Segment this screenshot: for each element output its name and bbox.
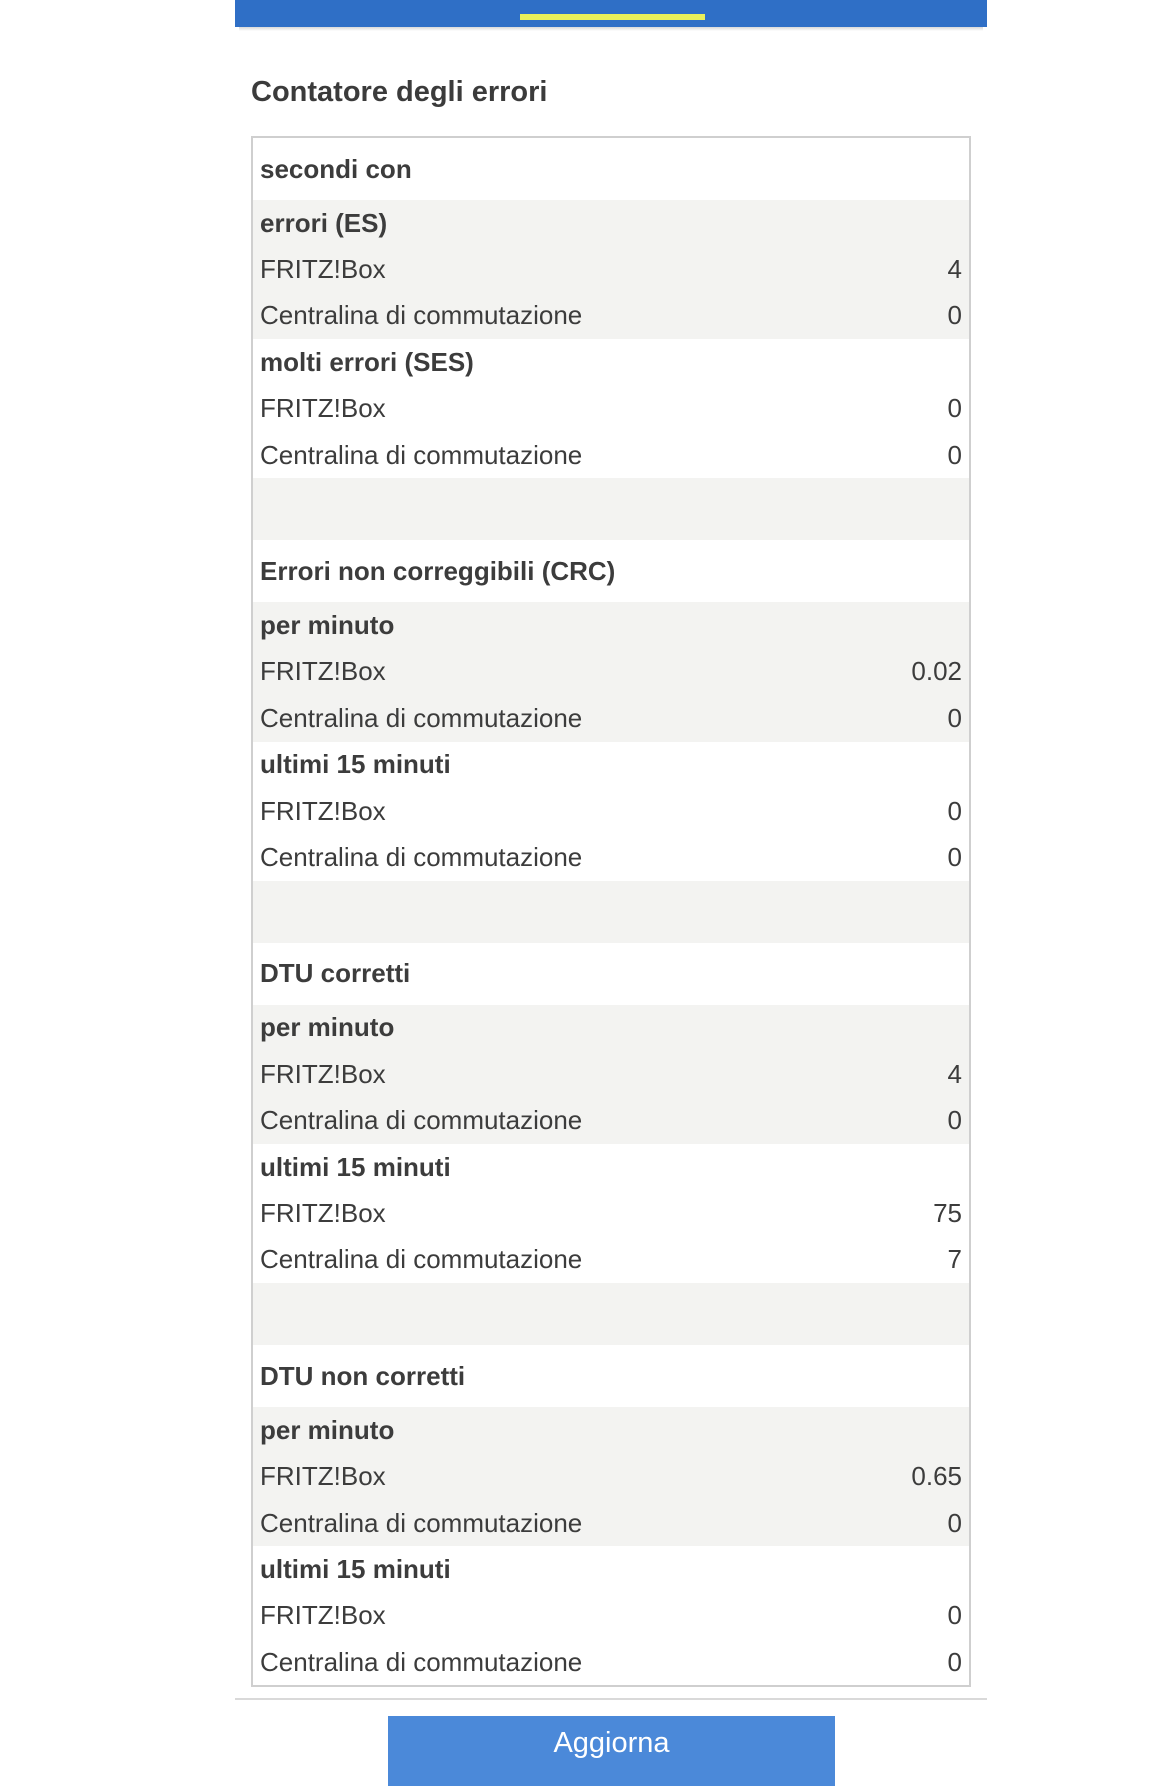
row-value: 0 <box>947 300 962 331</box>
page <box>235 0 987 1770</box>
table-row <box>253 432 969 478</box>
table-row <box>253 695 969 741</box>
row-label: FRITZ!Box <box>260 1058 386 1089</box>
table-row <box>253 788 969 834</box>
row-value: 0 <box>947 1507 962 1538</box>
top-navigation-bar[interactable] <box>235 0 987 27</box>
spacer-row <box>253 881 969 943</box>
group-title-label: ultimi 15 minuti <box>260 749 451 780</box>
top-bar-shadow <box>239 27 983 31</box>
table-row <box>253 1237 969 1283</box>
group-title-ses <box>253 339 969 385</box>
row-label: Centralina di commutazione <box>260 702 583 733</box>
row-label: Centralina di commutazione <box>260 1105 583 1136</box>
section-header-label: DTU corretti <box>260 958 411 989</box>
row-value: 0 <box>947 1105 962 1136</box>
group-title-label: ultimi 15 minuti <box>260 1553 451 1584</box>
error-counter-table <box>251 136 971 1687</box>
table-row <box>253 1500 969 1546</box>
table-row <box>253 649 969 695</box>
group-title-label: per minuto <box>260 1414 395 1445</box>
table-row <box>253 1051 969 1097</box>
row-label: Centralina di commutazione <box>260 300 583 331</box>
table-row <box>253 1639 969 1685</box>
row-value: 0.65 <box>911 1461 962 1492</box>
refresh-button[interactable]: Aggiorna <box>388 1716 835 1786</box>
row-label: Centralina di commutazione <box>260 439 583 470</box>
table-row <box>253 834 969 880</box>
table-row <box>253 293 969 339</box>
table-row <box>253 246 969 292</box>
group-title-dtu-corrected-per-minute <box>253 1005 969 1051</box>
row-label: FRITZ!Box <box>260 795 386 826</box>
row-value: 0 <box>947 439 962 470</box>
active-tab-indicator <box>520 14 705 20</box>
table-header-label: secondi con <box>260 153 412 184</box>
table-header-seconds-with <box>253 138 969 200</box>
row-label: FRITZ!Box <box>260 1461 386 1492</box>
group-title-crc-per-minute <box>253 602 969 648</box>
row-value: 4 <box>947 254 962 285</box>
table-row <box>253 386 969 432</box>
section-title: Contatore degli errori <box>251 76 548 108</box>
bottom-divider <box>235 1698 987 1700</box>
row-value: 0.02 <box>911 656 962 687</box>
row-value: 0 <box>947 702 962 733</box>
row-label: FRITZ!Box <box>260 1600 386 1631</box>
group-title-es <box>253 200 969 246</box>
group-title-label: per minuto <box>260 610 395 641</box>
row-value: 0 <box>947 393 962 424</box>
group-title-label: per minuto <box>260 1012 395 1043</box>
row-label: FRITZ!Box <box>260 1197 386 1228</box>
spacer-row <box>253 478 969 540</box>
row-label: Centralina di commutazione <box>260 1244 583 1275</box>
row-value: 7 <box>947 1244 962 1275</box>
row-value: 0 <box>947 1646 962 1677</box>
row-label: FRITZ!Box <box>260 656 386 687</box>
group-title-dtu-uncorrected-per-minute <box>253 1407 969 1453</box>
table-row <box>253 1190 969 1236</box>
table-row <box>253 1453 969 1499</box>
section-header-label: Errori non correggibili (CRC) <box>260 555 616 586</box>
group-title-dtu-uncorrected-last-15-minutes <box>253 1546 969 1592</box>
row-value: 0 <box>947 841 962 872</box>
row-value: 0 <box>947 795 962 826</box>
row-label: FRITZ!Box <box>260 254 386 285</box>
row-value: 75 <box>933 1197 962 1228</box>
row-label: Centralina di commutazione <box>260 1507 583 1538</box>
group-title-label: molti errori (SES) <box>260 346 474 377</box>
row-label: FRITZ!Box <box>260 393 386 424</box>
spacer-row <box>253 1283 969 1345</box>
row-label: Centralina di commutazione <box>260 841 583 872</box>
row-value: 4 <box>947 1058 962 1089</box>
row-value: 0 <box>947 1600 962 1631</box>
group-title-label: ultimi 15 minuti <box>260 1151 451 1182</box>
section-header-crc <box>253 540 969 602</box>
section-header-label: DTU non corretti <box>260 1360 466 1391</box>
section-header-dtu-uncorrected <box>253 1345 969 1407</box>
table-row <box>253 1593 969 1639</box>
group-title-label: errori (ES) <box>260 207 388 238</box>
section-header-dtu-corrected <box>253 943 969 1005</box>
row-label: Centralina di commutazione <box>260 1646 583 1677</box>
group-title-dtu-corrected-last-15-minutes <box>253 1144 969 1190</box>
group-title-crc-last-15-minutes <box>253 742 969 788</box>
table-row <box>253 1097 969 1143</box>
